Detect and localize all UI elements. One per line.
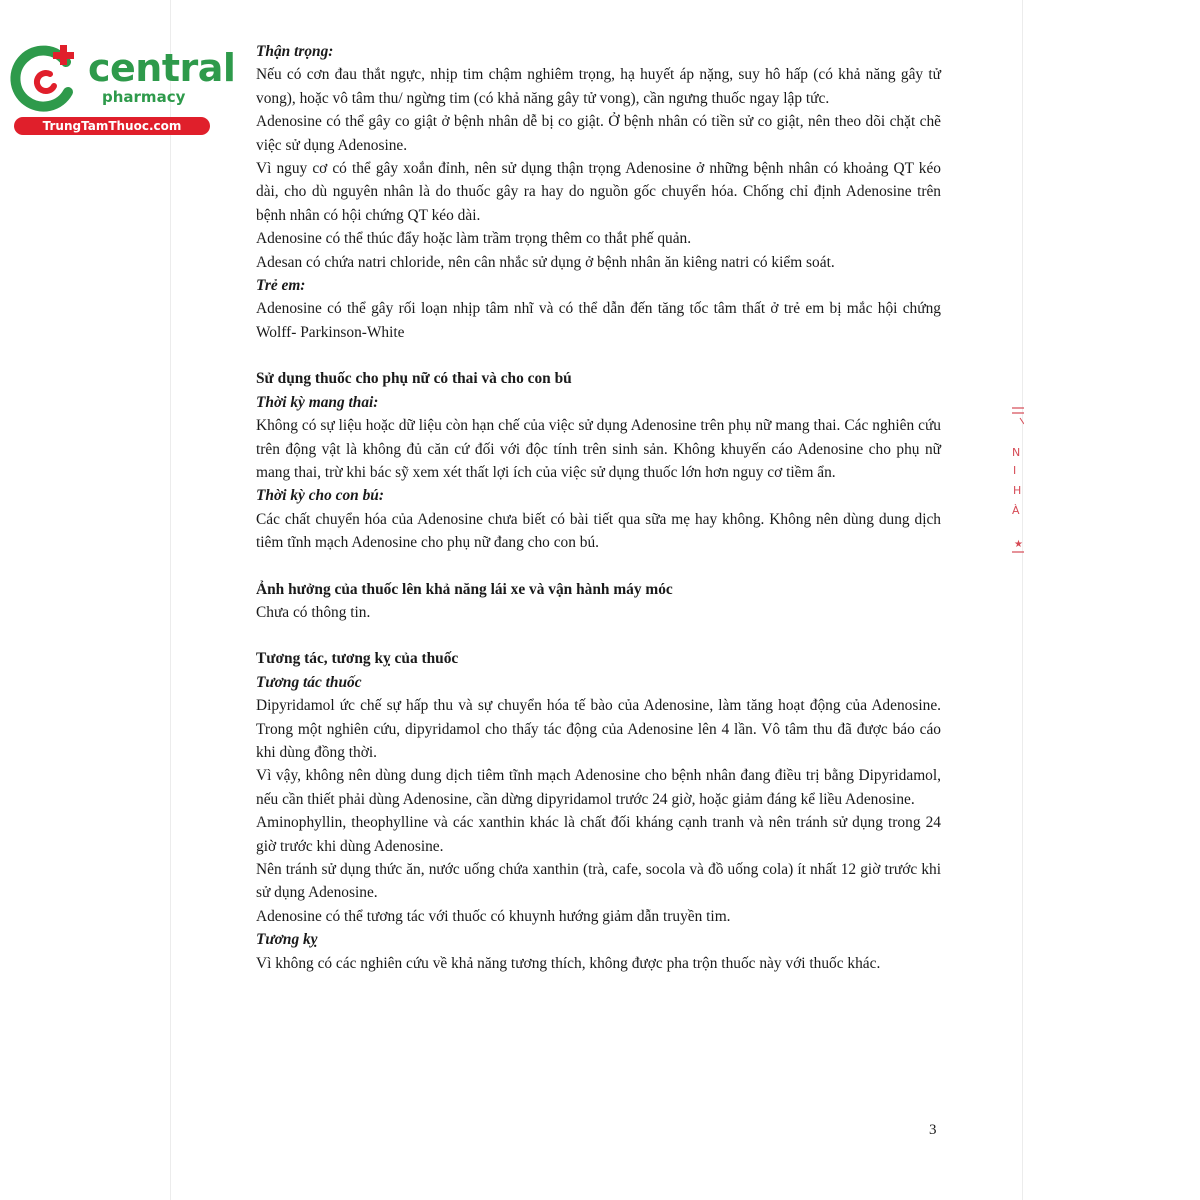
section-heading-than-trong: Thận trọng:: [256, 43, 334, 60]
svg-text:H: H: [1013, 484, 1022, 497]
paragraph: Vì vậy, không nên dùng dung dịch tiêm tĩnh mạch Adenosine cho bệnh nhân đang điều trị bằng Dipyridamol, nếu cần thiết phải dùng Adenosine, cần dừng dipyridamol trước 24 giờ, hoặc giảm đáng kể liều Adenosine.: [256, 767, 941, 808]
subheading-tuong-ky: Tương kỵ: [256, 931, 318, 949]
svg-text:N: N: [1012, 446, 1021, 459]
paragraph: Adenosine có thể gây rối loạn nhịp tâm nhĩ và có thể dẫn đến tăng tốc tâm thất ở trẻ em bị mắc hội chứng Wolff- Parkinson-White: [256, 300, 941, 341]
paragraph: Vì không có các nghiên cứu về khả năng tương thích, không được pha trộn thuốc này với thuốc khác.: [256, 954, 881, 972]
logo-website-badge[interactable]: TrungTamThuoc.com: [14, 117, 210, 135]
section-heading-tuong-tac: Tương tác, tương kỵ của thuốc: [256, 650, 459, 668]
page-edge-left: [170, 0, 171, 1200]
subheading-tre-em: Trẻ em:: [256, 277, 306, 295]
paragraph: Nên tránh sử dụng thức ăn, nước uống chứa xanthin (trà, cafe, socola và đồ uống cola) ít nhất 12 giờ trước khi sử dụng Adenosine.: [256, 861, 941, 902]
svg-text:I: I: [1013, 464, 1017, 477]
stamp-fragment: [1010, 404, 1024, 567]
stamp-edge-icon: [1010, 404, 1024, 564]
paragraph: Nếu có cơn đau thắt ngực, nhịp tim chậm nghiêm trọng, hạ huyết áp nặng, suy hô hấp (có khả năng gây tử vong), hoặc vô tâm thu/ ngừng tim (có khả năng gây tử vong), cần ngưng thuốc ngay lập tức.: [256, 66, 941, 107]
paragraph: Các chất chuyển hóa của Adenosine chưa biết có bài tiết qua sữa mẹ hay không. Không nên dùng dung dịch tiêm tĩnh mạch Adenosine cho phụ nữ đang cho con bú.: [256, 510, 941, 552]
logo-name: central: [88, 46, 236, 90]
subheading-mang-thai: Thời kỳ mang thai:: [256, 393, 379, 411]
paragraph: Không có sự liệu hoặc dữ liệu còn hạn chế của việc sử dụng Adenosine trên phụ nữ mang thai. Các nghiên cứu trên động vật là không đủ căn cứ đối với độc tính trên sinh sản. Không khuyến cáo Adenosine cho phụ nữ mang thai, trừ khi bác sỹ xem xét thất lợi ích của việc sử dụng thuốc lớn hơn nguy cơ tiềm ẩn.: [256, 417, 941, 481]
document-body: [256, 40, 941, 975]
paragraph: Dipyridamol ức chế sự hấp thu và sự chuyển hóa tế bào của Adenosine, làm tăng hoạt động của Adenosine. Trong một nghiên cứu, dipyridamol cho thấy tác động của Adenosine lên 4 lần. Vô tâm thu đã được báo cáo khi dùng đồng thời.: [256, 697, 941, 761]
logo-c-cross-icon: [10, 40, 88, 118]
paragraph: Aminophyllin, theophylline và các xanthin khác là chất đối kháng cạnh tranh và nên tránh sử dụng trong 24 giờ trước khi dùng Adenosine.: [256, 814, 941, 855]
paragraph: Adenosine có thể tương tác với thuốc có khuynh hướng giảm dẫn truyền tim.: [256, 907, 731, 925]
paragraph: Adenosine có thể gây co giật ở bệnh nhân dễ bị co giật. Ở bệnh nhân có tiền sử co giật, nên theo dõi chặt chẽ việc sử dụng Adenosine.: [256, 113, 941, 154]
page-edge-right: [1022, 0, 1023, 1200]
svg-text:★: ★: [1014, 539, 1023, 550]
svg-text:À: À: [1012, 504, 1020, 517]
paragraph: Vì nguy cơ có thể gây xoắn đỉnh, nên sử dụng thận trọng Adenosine ở những bệnh nhân có khoảng QT kéo dài, cho dù nguyên nhân là do thuốc gây ra hay do nguồn gốc chuyển hóa. Chống chỉ định Adenosine trên bệnh nhân có hội chứng QT kéo dài.: [256, 160, 941, 224]
central-pharmacy-logo[interactable]: [10, 36, 236, 136]
subheading-tuong-tac-thuoc: Tương tác thuốc: [256, 673, 362, 691]
paragraph: Chưa có thông tin.: [256, 603, 371, 621]
paragraph: Adenosine có thể thúc đẩy hoặc làm trầm trọng thêm co thắt phế quản.: [256, 230, 692, 248]
page-number: 3: [929, 1122, 937, 1138]
subheading-cho-con-bu: Thời kỳ cho con bú:: [256, 487, 384, 505]
section-heading-phu-nu: Sử dụng thuốc cho phụ nữ có thai và cho con bú: [256, 370, 572, 388]
logo-subtitle: pharmacy: [102, 88, 186, 106]
section-heading-lai-xe: Ảnh hưởng của thuốc lên khả năng lái xe và vận hành máy móc: [256, 580, 673, 598]
paragraph: Adesan có chứa natri chloride, nên cân nhắc sử dụng ở bệnh nhân ăn kiêng natri có kiểm soát.: [256, 253, 835, 271]
